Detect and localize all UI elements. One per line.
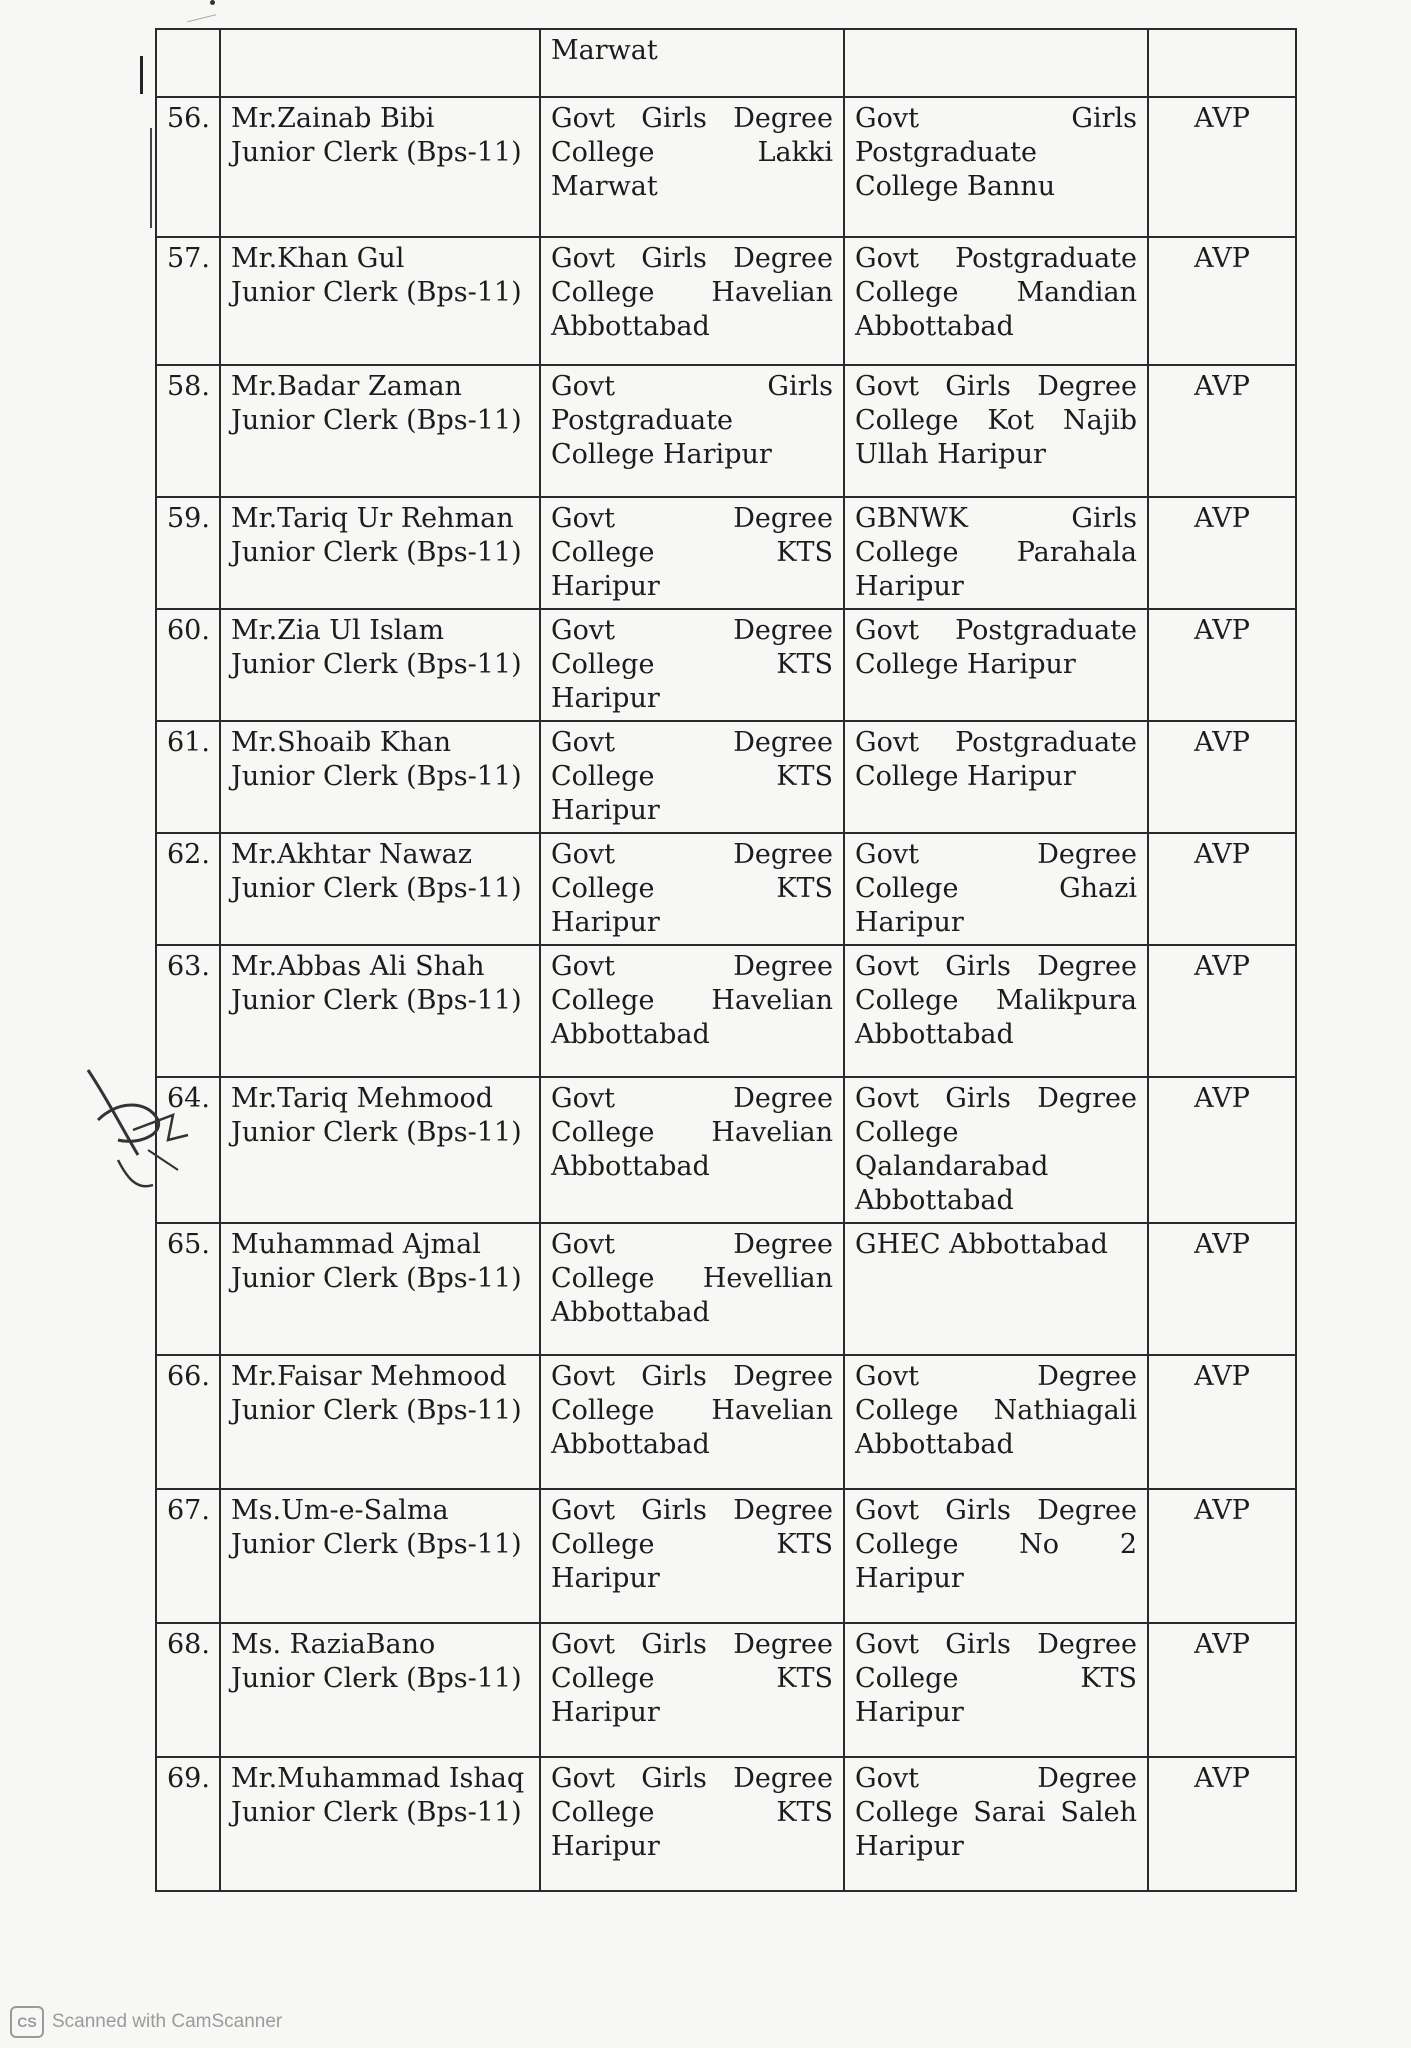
cell-name <box>220 497 540 609</box>
employee-name: Mr.Zia Ul Islam <box>231 615 445 646</box>
cell-from: Govt Degree College KTS Haripur <box>540 609 844 721</box>
cell-to: Govt Girls Degree College Malikpura Abbottabad <box>844 945 1148 1077</box>
cell-name <box>220 833 540 945</box>
cell-name <box>220 97 540 237</box>
cell-remarks: AVP <box>1148 833 1296 945</box>
cell-remarks <box>1148 29 1296 97</box>
table-row <box>156 1489 1296 1623</box>
cell-from: Govt Degree College KTS Haripur <box>540 497 844 609</box>
handwritten-signature <box>78 1060 198 1200</box>
table-row <box>156 97 1296 237</box>
cell-remarks: AVP <box>1148 237 1296 365</box>
cell-name <box>220 1623 540 1757</box>
table-row <box>156 945 1296 1077</box>
table-row <box>156 1623 1296 1757</box>
employee-name: Mr.Akhtar Nawaz <box>231 839 473 870</box>
table-row <box>156 1223 1296 1355</box>
cell-no: 60. <box>156 609 220 721</box>
cell-to: GHEC Abbottabad <box>844 1223 1148 1355</box>
cell-remarks: AVP <box>1148 1489 1296 1623</box>
cell-no: 65. <box>156 1223 220 1355</box>
cell-remarks: AVP <box>1148 945 1296 1077</box>
cell-remarks: AVP <box>1148 1077 1296 1223</box>
cell-remarks: AVP <box>1148 1757 1296 1891</box>
employee-designation: Junior Clerk (Bps-11) <box>231 761 522 792</box>
table-row <box>156 833 1296 945</box>
table-row <box>156 1355 1296 1489</box>
cell-to: Govt Postgraduate College Mandian Abbottabad <box>844 237 1148 365</box>
cell-from: Govt Degree College Havelian Abbottabad <box>540 945 844 1077</box>
employee-name: Mr.Abbas Ali Shah <box>231 951 485 982</box>
cell-remarks: AVP <box>1148 497 1296 609</box>
employee-designation: Junior Clerk (Bps-11) <box>231 1395 522 1426</box>
cell-name <box>220 1489 540 1623</box>
cell-name <box>220 945 540 1077</box>
cell-from: Govt Girls Degree College Havelian Abbottabad <box>540 1355 844 1489</box>
table-row-continued <box>156 29 1296 97</box>
cell-no: 64. <box>156 1077 220 1223</box>
cell-to: Govt Degree College Sarai Saleh Haripur <box>844 1757 1148 1891</box>
employee-name: Mr.Zainab Bibi <box>231 103 435 134</box>
employee-name: Mr.Tariq Mehmood <box>231 1083 493 1114</box>
cell-name <box>220 29 540 97</box>
cell-to: Govt Girls Degree College Qalandarabad Abbottabad <box>844 1077 1148 1223</box>
employee-name: Mr.Tariq Ur Rehman <box>231 503 514 534</box>
cell-from: Govt Girls Postgraduate College Haripur <box>540 365 844 497</box>
cell-name <box>220 721 540 833</box>
cell-no: 66. <box>156 1355 220 1489</box>
table-row <box>156 365 1296 497</box>
employee-designation: Junior Clerk (Bps-11) <box>231 873 522 904</box>
cell-name <box>220 365 540 497</box>
cell-to: Govt Girls Degree College No 2 Haripur <box>844 1489 1148 1623</box>
cell-from: Govt Degree College Havelian Abbottabad <box>540 1077 844 1223</box>
employee-name: Mr.Muhammad Ishaq <box>231 1763 525 1794</box>
footer-text: Scanned with CamScanner <box>52 2011 283 2032</box>
cell-from: Govt Degree College KTS Haripur <box>540 833 844 945</box>
table-row <box>156 609 1296 721</box>
table-row <box>156 721 1296 833</box>
employee-designation: Junior Clerk (Bps-11) <box>231 1263 522 1294</box>
cell-remarks: AVP <box>1148 1355 1296 1489</box>
cell-to: Govt Postgraduate College Haripur <box>844 721 1148 833</box>
cell-from: Marwat <box>540 29 844 97</box>
employee-designation: Junior Clerk (Bps-11) <box>231 1117 522 1148</box>
employee-designation: Junior Clerk (Bps-11) <box>231 405 522 436</box>
employee-name: Mr.Khan Gul <box>231 243 405 274</box>
cell-to <box>844 29 1148 97</box>
cell-to: Govt Girls Degree College KTS Haripur <box>844 1623 1148 1757</box>
cell-no: 63. <box>156 945 220 1077</box>
cell-name <box>220 1355 540 1489</box>
employee-name: Mr.Badar Zaman <box>231 371 462 402</box>
transfer-table-body <box>156 29 1296 1891</box>
cell-remarks: AVP <box>1148 1223 1296 1355</box>
cell-from: Govt Girls Degree College Lakki Marwat <box>540 97 844 237</box>
cell-remarks: AVP <box>1148 365 1296 497</box>
cell-no: 61. <box>156 721 220 833</box>
cell-name <box>220 1757 540 1891</box>
cell-from: Govt Girls Degree College KTS Haripur <box>540 1623 844 1757</box>
cell-no: 68. <box>156 1623 220 1757</box>
employee-designation: Junior Clerk (Bps-11) <box>231 1797 522 1828</box>
cell-no: 59. <box>156 497 220 609</box>
cell-to: Govt Girls Degree College Kot Najib Ullah Haripur <box>844 365 1148 497</box>
cell-from: Govt Girls Degree College KTS Haripur <box>540 1757 844 1891</box>
employee-designation: Junior Clerk (Bps-11) <box>231 985 522 1016</box>
cell-no: 67. <box>156 1489 220 1623</box>
cell-from: Govt Girls Degree College KTS Haripur <box>540 1489 844 1623</box>
cell-from: Govt Degree College Hevellian Abbottabad <box>540 1223 844 1355</box>
table-row <box>156 497 1296 609</box>
cell-to: Govt Girls Postgraduate College Bannu <box>844 97 1148 237</box>
employee-designation: Junior Clerk (Bps-11) <box>231 1529 522 1560</box>
employee-designation: Junior Clerk (Bps-11) <box>231 537 522 568</box>
employee-name: Muhammad Ajmal <box>231 1229 481 1260</box>
margin-mark <box>150 128 152 228</box>
cell-from: Govt Girls Degree College Havelian Abbottabad <box>540 237 844 365</box>
cell-no: 58. <box>156 365 220 497</box>
cell-no: 69. <box>156 1757 220 1891</box>
transfer-table <box>155 28 1297 1892</box>
cell-to: Govt Postgraduate College Haripur <box>844 609 1148 721</box>
cell-remarks: AVP <box>1148 609 1296 721</box>
scan-mark-line <box>184 1 217 23</box>
camscanner-logo-icon: CS <box>10 2006 44 2038</box>
cell-name <box>220 609 540 721</box>
margin-mark <box>140 56 143 94</box>
employee-designation: Junior Clerk (Bps-11) <box>231 277 522 308</box>
cell-remarks: AVP <box>1148 97 1296 237</box>
cell-to: GBNWK Girls College Parahala Haripur <box>844 497 1148 609</box>
cell-no: 62. <box>156 833 220 945</box>
employee-name: Ms. RaziaBano <box>231 1629 436 1660</box>
cell-remarks: AVP <box>1148 721 1296 833</box>
cell-no <box>156 29 220 97</box>
cell-remarks: AVP <box>1148 1623 1296 1757</box>
cell-to: Govt Degree College Nathiagali Abbottabad <box>844 1355 1148 1489</box>
table-row <box>156 1757 1296 1891</box>
employee-name: Ms.Um-e-Salma <box>231 1495 449 1526</box>
table-row <box>156 1077 1296 1223</box>
table-row <box>156 237 1296 365</box>
employee-name: Mr.Faisar Mehmood <box>231 1361 507 1392</box>
cell-no: 56. <box>156 97 220 237</box>
employee-designation: Junior Clerk (Bps-11) <box>231 1663 522 1694</box>
cell-name <box>220 1077 540 1223</box>
cell-no: 57. <box>156 237 220 365</box>
employee-name: Mr.Shoaib Khan <box>231 727 451 758</box>
cell-name <box>220 1223 540 1355</box>
scanner-footer <box>10 2006 282 2038</box>
cell-from: Govt Degree College KTS Haripur <box>540 721 844 833</box>
employee-designation: Junior Clerk (Bps-11) <box>231 137 522 168</box>
cell-name <box>220 237 540 365</box>
cell-to: Govt Degree College Ghazi Haripur <box>844 833 1148 945</box>
employee-designation: Junior Clerk (Bps-11) <box>231 649 522 680</box>
